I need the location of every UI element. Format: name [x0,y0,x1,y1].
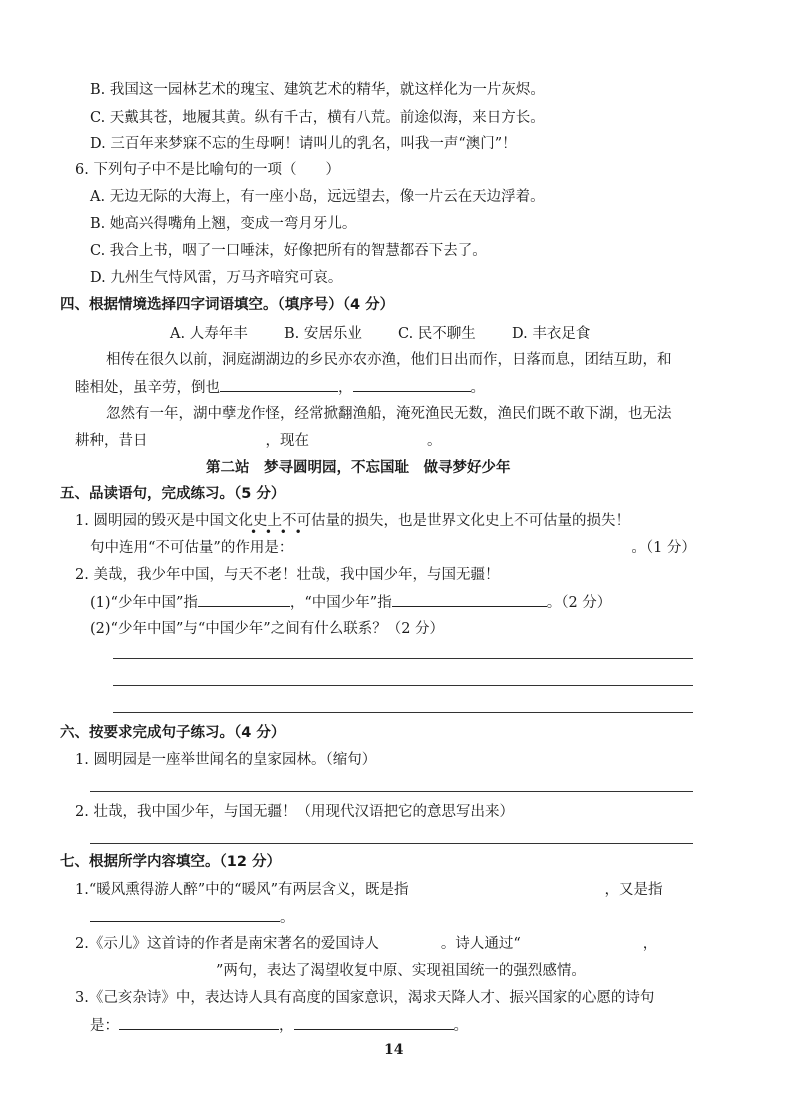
page-number: 14 [384,1042,404,1058]
s5-q2-1-mid: ，“中国少年”指 [289,595,392,611]
story-p2-end: 。 [427,433,442,449]
emphasis-dots: • • • • [250,525,304,539]
section-4-title: 四、根据情境选择四字词语填空。（填序号）（4 分） [60,297,395,313]
idiom-option-b: B. 安居乐业 [284,326,362,342]
s7-q2-line2: ”两句，表达了渴望收复中原、实现祖国统一的强烈感情。 [216,963,586,979]
s5-q2-2: (2)“少年中国”与“中国少年”之间有什么联系？（2 分） [90,621,445,637]
blank-field[interactable] [119,1015,279,1030]
s6-q2: 2. 壮哉，我中国少年，与国无疆！（用现代汉语把它的意思写出来） [75,804,514,820]
s5-q1-score: 。（1 分） [631,540,696,556]
story-p2-line1: 忽然有一年，湖中孽龙作怪，经常掀翻渔船，淹死渔民无数，渔民们既不敢下湖，也无法 [106,406,672,422]
section-5-title: 五、品读语句，完成练习。（5 分） [60,486,286,502]
q5-option-d: D. 三百年来梦寐不忘的生母啊！请叫儿的乳名，叫我一声“澳门”！ [90,136,517,152]
section-7-title: 七、根据所学内容填空。（12 分） [60,854,281,870]
story-p1-sep: ， [338,380,353,396]
s6-q1: 1. 圆明园是一座举世闻名的皇家园林。（缩句） [75,752,377,768]
s5-q2-1 [90,592,611,613]
story-p2-text: 耕种，昔日 [75,433,148,449]
story-p1-line2 [75,377,485,398]
blank-field[interactable] [294,1015,454,1030]
s5-q1-line1: 1. 圆明园的毁灭是中国文化史上不可估量的损失，也是世界文化史上不可估量的损失！ [75,513,630,529]
q6-stem: 6. 下列句子中不是比喻句的一项（ ） [75,162,340,178]
q6-option-d: D. 九州生气恃风雷，万马齐喑究可哀。 [90,270,343,286]
s7-q1-tail: 。 [280,910,295,926]
story-p2-mid: ，现在 [265,433,309,449]
answer-line[interactable] [113,685,693,686]
s5-q1-line2 [90,538,696,558]
idiom-option-d: D. 丰衣足食 [512,326,591,342]
s7-q3-line2 [90,1015,468,1036]
story-p1-line1: 相传在很久以前，洞庭湖湖边的乡民亦农亦渔，他们日出而作，日落而息，团结互助，和 [106,352,672,368]
station-2-heading: 第二站 梦寻圆明园，不忘国耻 做寻梦好少年 [206,460,511,476]
story-p2-line2 [75,431,442,451]
story-p1-text: 睦相处，虽辛劳，倒也 [75,380,220,396]
s7-q1-line2 [90,907,295,928]
q6-option-c: C. 我合上书，咽了一口唾沫，好像把所有的智慧都吞下去了。 [90,243,487,259]
story-p1-end: 。 [470,380,485,396]
blank-field[interactable] [353,377,471,392]
s7-q2-line1 [75,934,657,954]
s7-q2-mid: 。诗人通过“ [440,936,521,952]
s5-q2-1-prompt: (1)“少年中国”指 [90,595,198,611]
s7-q3-mid: ， [279,1018,294,1034]
s5-q1-prompt: 句中连用“不可估量”的作用是： [90,540,294,556]
section-6-title: 六、按要求完成句子练习。（4 分） [60,725,286,741]
answer-line[interactable] [113,658,693,659]
idiom-option-c: C. 民不聊生 [398,326,476,342]
q6-option-a: A. 无边无际的大海上，有一座小岛，远远望去，像一片云在天边浮着。 [90,189,545,205]
idiom-option-a: A. 人寿年丰 [170,326,248,342]
answer-line[interactable] [113,712,693,713]
s7-q3-end: 。 [453,1018,468,1034]
q5-option-b: B. 我国这一园林艺术的瑰宝、建筑艺术的精华，就这样化为一片灰烬。 [90,82,545,98]
s7-q3-line1: 3.《己亥杂诗》中，表达诗人具有高度的国家意识，渴求天降人才、振兴国家的心愿的诗句 [75,990,655,1006]
s5-q2-1-score: 。（2 分） [546,595,612,611]
s7-q2-prompt: 2.《示儿》这首诗的作者是南宋著名的爱国诗人 [75,936,379,952]
answer-line[interactable] [90,843,693,844]
s5-q2: 2. 美哉，我少年中国，与天不老！壮哉，我中国少年，与国无疆！ [75,567,500,583]
blank-field[interactable] [392,592,547,607]
blank-field[interactable] [220,377,338,392]
s7-q1-mid: ，又是指 [604,882,663,898]
blank-field[interactable] [90,907,280,922]
s7-q1-line1 [75,880,662,900]
s7-q1-prompt: 1.“暖风熏得游人醉”中的“暖风”有两层含义，既是指 [75,882,409,898]
answer-line[interactable] [90,791,693,792]
s7-q2-comma: ， [642,936,658,952]
q5-option-c: C. 天戴其苍，地履其黄。纵有千古，横有八荒。前途似海，来日方长。 [90,110,545,126]
q6-option-b: B. 她高兴得嘴角上翘，变成一弯月牙儿。 [90,216,357,232]
s7-q3-prompt: 是： [90,1018,119,1034]
blank-field[interactable] [293,538,631,552]
blank-field[interactable] [198,592,290,607]
